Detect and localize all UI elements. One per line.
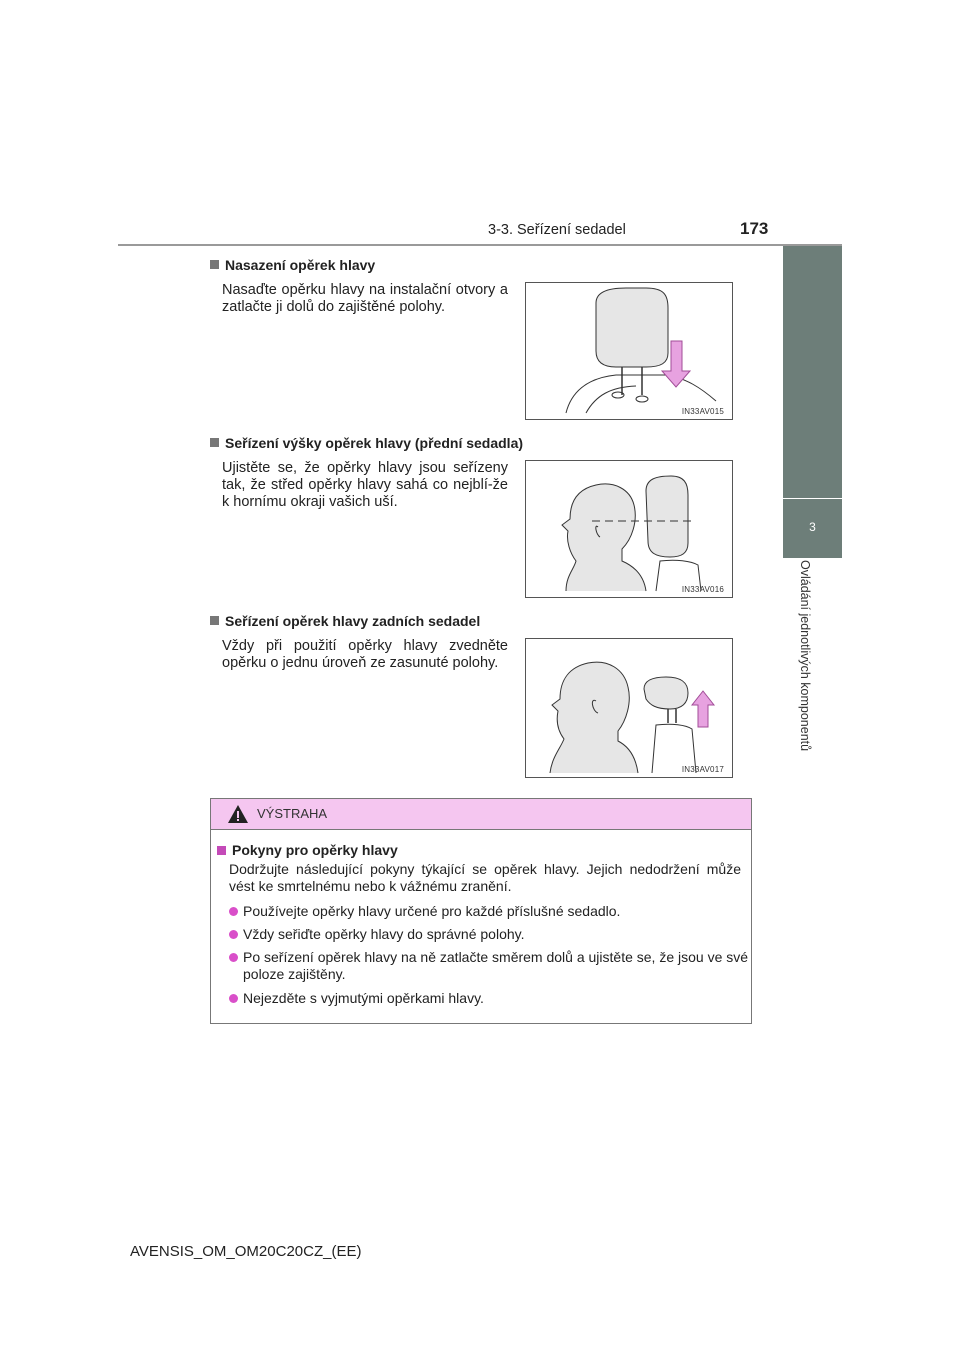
square-bullet-icon (210, 438, 219, 447)
headrest-install-illustration (526, 283, 732, 419)
figure-install-headrest (525, 282, 733, 420)
page-number: 173 (740, 219, 769, 238)
square-bullet-icon (217, 846, 226, 855)
rear-headrest-illustration (526, 639, 732, 777)
front-headrest-illustration (526, 461, 732, 597)
section-header: 3-3. Seřízení sedadel (488, 222, 626, 238)
section-title-front-height: Seřízení výšky opěrek hlavy (přední sedadla) (210, 435, 523, 451)
up-arrow-icon (692, 691, 714, 727)
warning-triangle-icon (227, 804, 249, 824)
figure-front-headrest (525, 460, 733, 598)
warning-label: VÝSTRAHA (257, 806, 328, 821)
figure-code: IN33AV015 (681, 407, 724, 416)
footer-code: AVENSIS_OM_OM20C20CZ_(EE) (130, 1243, 362, 1260)
section-text-rear: Vždy při použití opěrky hlavy zvedněte opěrku o jednu úroveň ze zasunuté polohy. (222, 638, 508, 671)
figure-code: IN33AV016 (681, 585, 724, 594)
figure-code: IN33AV017 (681, 765, 724, 774)
warning-item: Nejezděte s vyjmutými opěrkami hlavy. (229, 990, 745, 1007)
warning-item: Vždy seřiďte opěrky hlavy do správné polohy. (229, 926, 745, 943)
section-title-rear: Seřízení opěrek hlavy zadních sedadel (210, 613, 480, 629)
chapter-title-vertical (783, 560, 842, 810)
figure-rear-headrest (525, 638, 733, 778)
chapter-title: Ovládání jednotlivých komponentů (797, 560, 812, 752)
section-title-install: Nasazení opěrek hlavy (210, 257, 375, 273)
sidebar-top-bar (783, 246, 842, 498)
sidebar-chapter-tab (783, 499, 842, 558)
warning-title: Pokyny pro opěrky hlavy (217, 842, 398, 859)
section-text-front-height: Ujistěte se, že opěrky hlavy jsou seřízeny tak, že střed opěrky hlavy sahá co nejblí-že k hornímu okraji vašich uší. (222, 460, 508, 510)
warning-item: Po seřízení opěrek hlavy na ně zatlačte směrem dolů a ujistěte se, že jsou ve své poloze zajištěny. (229, 949, 759, 983)
circle-bullet-icon (229, 994, 238, 1003)
square-bullet-icon (210, 616, 219, 625)
header-rule (118, 244, 842, 246)
circle-bullet-icon (229, 953, 238, 962)
warning-box (210, 798, 752, 1024)
chapter-number: 3 (809, 520, 816, 534)
warning-intro: Dodržujte následující pokyny týkající se opěrek hlavy. Jejich nedodržení může vést ke smrtelnému nebo k vážnému zranění. (229, 861, 741, 894)
circle-bullet-icon (229, 907, 238, 916)
circle-bullet-icon (229, 930, 238, 939)
warning-item: Používejte opěrky hlavy určené pro každé příslušné sedadlo. (229, 903, 745, 920)
warning-header (211, 799, 751, 830)
square-bullet-icon (210, 260, 219, 269)
section-text-install: Nasaďte opěrku hlavy na instalační otvory a zatlačte ji dolů do zajištěné polohy. (222, 282, 508, 315)
